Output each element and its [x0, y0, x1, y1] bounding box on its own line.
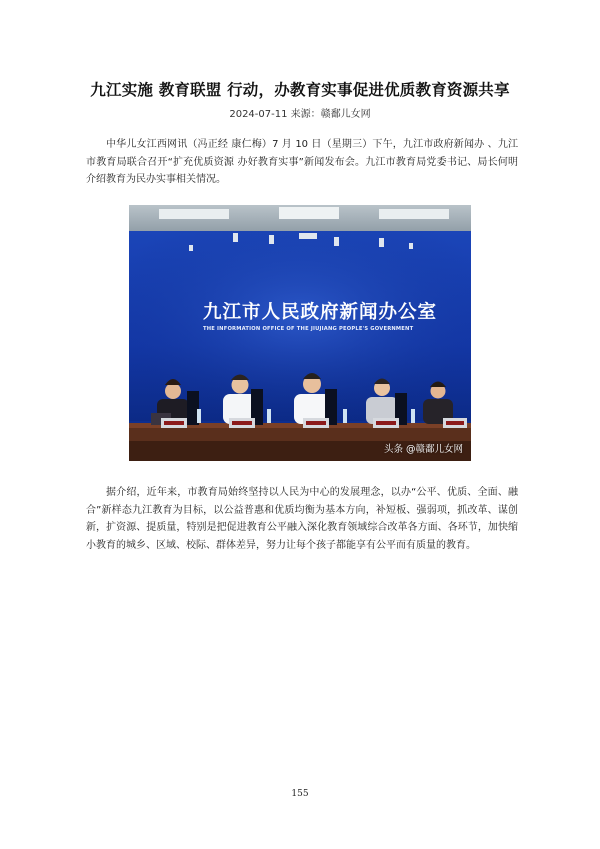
article-meta: 2024-07-11 来源：赣鄱儿女网 [229, 109, 371, 120]
article-paragraph-2: 据介绍，近年来，市教育局始终坚持以人民为中心的发展理念，以办“公平、优质、全面、融合”新样态九江教育为目标，以公益普惠和优质均衡为基本方向，补短板、强弱项，抓改革、谋创新，扩资源、提质量，特别是把促进教育公平融入深化教育领域综合改革各方面、各环节，加快缩小教育的城乡、区域、校际、群体差异，努力让每个孩子都能享有公平而有质量的教育。 [86, 487, 518, 551]
photo-watermark: 头条 @赣鄱儿女网 [383, 444, 463, 455]
article-title: 九江实施 教育联盟 行动，办教育实事促进优质教育资源共享 [90, 81, 510, 99]
page-number: 155 [291, 789, 309, 799]
article-paragraph-1: 中华儿女江西网讯（冯正经 康仁梅）7 月 10 日（星期三）下午，九江市政府新闻办 、九江市教育局联合召开“扩充优质资源 办好教育实事”新闻发布会。九江市教育局党委书记、局长何明介绍教育为民办实事相关情况。 [86, 139, 518, 185]
photo-illustration [129, 205, 471, 461]
press-conference-photo [129, 205, 471, 461]
wall-subtitle: THE INFORMATION OFFICE OF THE JIUJIANG PEOPLE'S GOVERNMENT [203, 326, 414, 332]
wall-title: 九江市人民政府新闻办公室 [203, 302, 438, 323]
